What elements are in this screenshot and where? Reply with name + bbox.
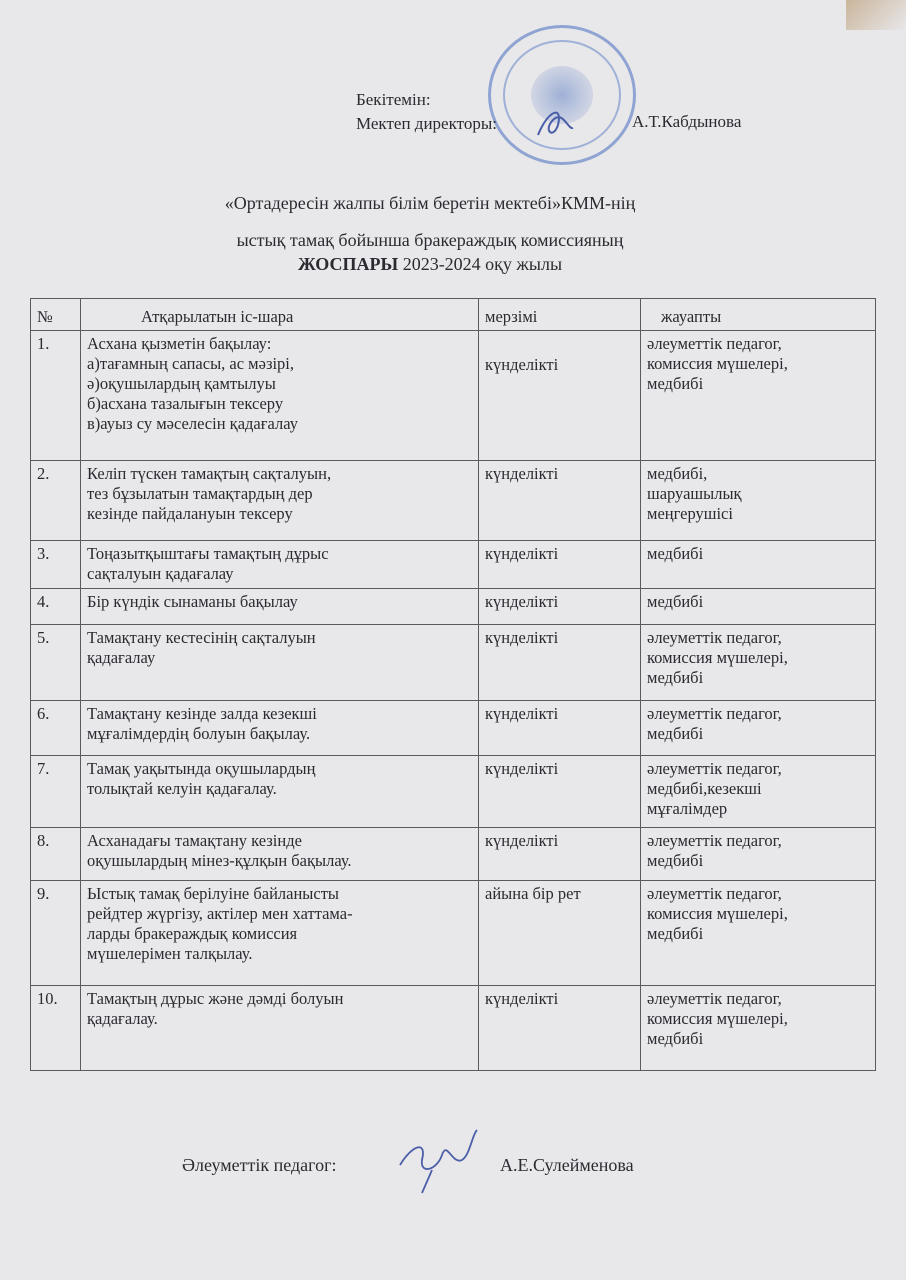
row-responsible: әлеуметтік педагог, комиссия мүшелері, медбибі xyxy=(641,625,876,701)
row-activity: Тамақтың дұрыс және дәмді болуын қадағалау. xyxy=(81,986,479,1071)
header-responsible: жауапты xyxy=(641,299,876,331)
table-row xyxy=(31,589,876,625)
table-header-row xyxy=(31,299,876,331)
row-activity: Тамақ уақытында оқушылардың толықтай келуін қадағалау. xyxy=(81,756,479,828)
approval-block xyxy=(356,88,497,136)
row-activity: Асханадағы тамақтану кезінде оқушылардың мінез-құлқын бақылау. xyxy=(81,828,479,881)
table-row xyxy=(31,541,876,589)
row-number: 4. xyxy=(31,589,81,625)
row-activity: Тоңазытқыштағы тамақтың дұрыс сақталуын қадағалау xyxy=(81,541,479,589)
table-row xyxy=(31,331,876,461)
footer-name: А.Е.Сулейменова xyxy=(500,1155,634,1175)
row-activity: Келіп түскен тамақтың сақталуын, тез бұзылатын тамақтардың дер кезінде пайдалануын тексеру xyxy=(81,461,479,541)
table-row xyxy=(31,756,876,828)
row-term: күнделікті xyxy=(479,589,641,625)
table-row xyxy=(31,881,876,986)
row-term: айына бір рет xyxy=(479,881,641,986)
row-term: күнделікті xyxy=(479,756,641,828)
table-row xyxy=(31,461,876,541)
row-term: күнделікті xyxy=(479,625,641,701)
row-number: 3. xyxy=(31,541,81,589)
title-line-3 xyxy=(0,254,860,275)
header-term: мерзімі xyxy=(479,299,641,331)
row-number: 5. xyxy=(31,625,81,701)
row-number: 10. xyxy=(31,986,81,1071)
background-wood xyxy=(846,0,906,30)
row-activity: Бір күндік сынаманы бақылау xyxy=(81,589,479,625)
header-number: № xyxy=(31,299,81,331)
plan-table xyxy=(30,298,876,1071)
title-line-1: «Ортадересін жалпы білім беретін мектебі»КММ-нің xyxy=(224,193,636,213)
approval-position: Мектеп директоры: xyxy=(356,114,497,133)
table-row xyxy=(31,986,876,1071)
row-number: 9. xyxy=(31,881,81,986)
header-activity: Атқарылатын іс-шара xyxy=(81,299,479,331)
row-number: 7. xyxy=(31,756,81,828)
row-responsible: медбибі xyxy=(641,589,876,625)
row-activity: Тамақтану кестесінің сақталуын қадағалау xyxy=(81,625,479,701)
row-number: 6. xyxy=(31,701,81,756)
row-responsible: әлеуметтік педагог, комиссия мүшелері, медбибі xyxy=(641,331,876,461)
title-line-2: ыстық тамақ бойынша бракераждық комиссияның xyxy=(236,230,624,250)
approval-label: Бекітемін: xyxy=(356,90,431,109)
footer-position: Әлеуметтік педагог: xyxy=(182,1155,337,1175)
table-row xyxy=(31,828,876,881)
row-term: күнделікті xyxy=(479,461,641,541)
row-term: күнделікті xyxy=(479,701,641,756)
director-signature xyxy=(528,100,578,150)
row-responsible: медбибі xyxy=(641,541,876,589)
row-term: күнделікті xyxy=(479,986,641,1071)
title-year: 2023-2024 оқу жылы xyxy=(398,254,563,274)
row-term: күнделікті xyxy=(479,541,641,589)
row-activity: Тамақтану кезінде залда кезекші мұғалімдердің болуын бақылау. xyxy=(81,701,479,756)
director-name: А.Т.Кабдынова xyxy=(632,112,742,131)
social-pedagogue-signature xyxy=(392,1125,482,1195)
row-responsible: медбибі, шаруашылық меңгерушісі xyxy=(641,461,876,541)
table-row xyxy=(31,625,876,701)
row-term: күнделікті xyxy=(479,828,641,881)
row-number: 1. xyxy=(31,331,81,461)
table-row xyxy=(31,701,876,756)
title-plan-word: ЖОСПАРЫ xyxy=(297,254,399,274)
row-responsible: әлеуметтік педагог, медбибі xyxy=(641,828,876,881)
row-activity: Асхана қызметін бақылау: а)тағамның сапасы, ас мәзірі, ә)оқушылардың қамтылуы б)асхана тазалығын тексеру в)ауыз су мәселесін қадағалау xyxy=(81,331,479,461)
row-number: 8. xyxy=(31,828,81,881)
row-number: 2. xyxy=(31,461,81,541)
row-responsible: әлеуметтік педагог, медбибі,кезекші мұғалімдер xyxy=(641,756,876,828)
row-responsible: әлеуметтік педагог, медбибі xyxy=(641,701,876,756)
row-activity: Ыстық тамақ берілуіне байланысты рейдтер жүргізу, актілер мен хаттама- ларды бракераждық комиссия мүшелерімен талқылау. xyxy=(81,881,479,986)
row-term: күнделікті xyxy=(479,331,641,461)
row-responsible: әлеуметтік педагог, комиссия мүшелері, медбибі xyxy=(641,986,876,1071)
row-responsible: әлеуметтік педагог, комиссия мүшелері, медбибі xyxy=(641,881,876,986)
